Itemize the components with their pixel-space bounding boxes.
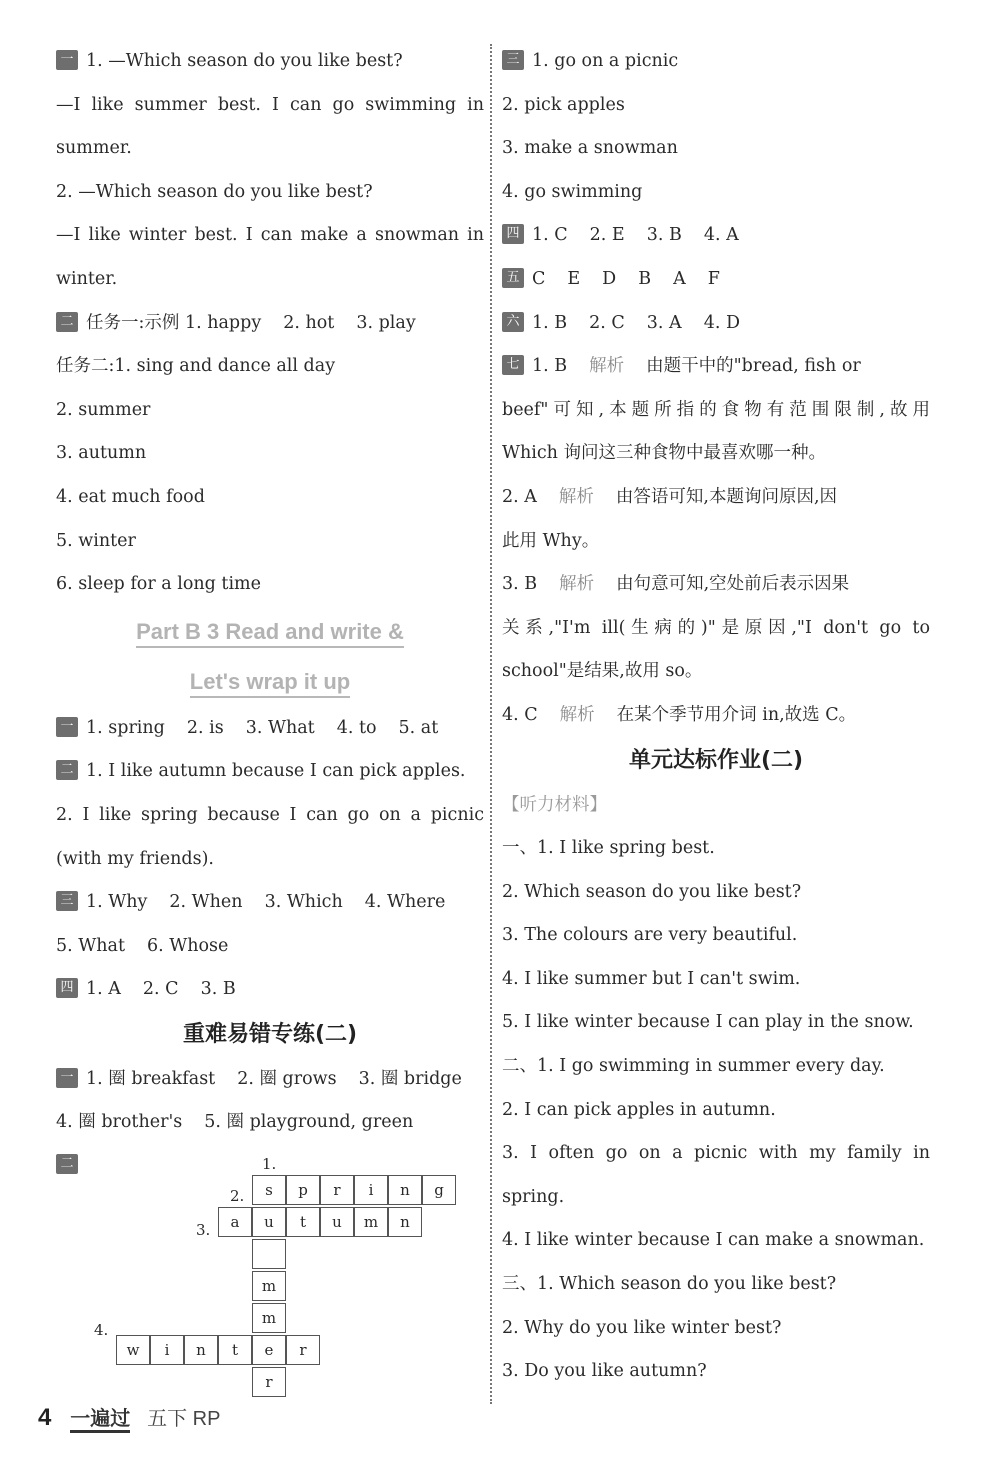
brand-logo: 一遍过 (70, 1408, 130, 1433)
answer-text: 1. —Which season do you like best? (86, 51, 403, 71)
column-divider (490, 44, 492, 1404)
answer-text: 3. What (245, 717, 315, 738)
answer-text: 1. I like autumn because I can pick apples. (86, 761, 466, 782)
answer-line (56, 925, 484, 969)
answer-text: B (638, 268, 652, 289)
section-badge: 七 (502, 355, 524, 375)
answer-text: 1. B (532, 312, 568, 333)
answer-line: 2. I like spring because I can go on a picnic (56, 804, 484, 825)
answer-text: 3. Which (264, 892, 343, 913)
crossword-puzzle (56, 1145, 484, 1395)
section-badge: 二 (56, 312, 78, 332)
answer-text: 2. A (502, 486, 537, 507)
answer-line: 4. go swimming (502, 181, 643, 202)
answer-line: 2. pick apples (502, 94, 625, 115)
section-badge: 三 (56, 891, 78, 911)
crossword-cell: t (286, 1207, 320, 1237)
listening-material-tag: 【听力材料】 (502, 794, 607, 815)
answer-text: 4. 圈 brother's (56, 1112, 183, 1133)
answer-line: 5. winter (56, 530, 136, 551)
section-badge: 三 (502, 50, 524, 70)
answer-text: 4. Where (364, 892, 446, 913)
crossword-cell: a (218, 1207, 252, 1237)
answer-line: 2. summer (56, 399, 151, 420)
analysis-tag: 解析 (589, 356, 625, 377)
answer-line: 3. Do you like autumn? (502, 1361, 707, 1382)
crossword-number: 2. (230, 1187, 245, 1206)
crossword-cell (252, 1239, 286, 1269)
answer-line (56, 1058, 484, 1102)
crossword-cell: t (218, 1335, 252, 1365)
section-badge: 六 (502, 312, 524, 332)
section-badge: 一 (56, 1068, 78, 1088)
section-badge: 一 (56, 50, 78, 70)
grade-label: 五下 RP (147, 1408, 221, 1430)
crossword-cell: u (320, 1207, 354, 1237)
answer-line: winter. (56, 268, 118, 289)
section-badge: 二 (56, 760, 78, 780)
answer-text: 由答语可知,本题询问原因,因 (615, 486, 838, 507)
answer-line: 任务二:1. sing and dance all day (56, 356, 336, 377)
answer-line: 2. Why do you like winter best? (502, 1317, 782, 1338)
answer-line: 关系,"I'm ill(生病的)"是原因,"I don't go to (502, 617, 930, 638)
page-footer (38, 1400, 220, 1436)
part-title-line2: Let's wrap it up (190, 669, 350, 698)
answer-text: 在某个季节用介词 in,故选 C。 (616, 704, 857, 725)
answer-text: 由题干中的"bread, fish or (646, 356, 861, 377)
answer-line (502, 40, 930, 84)
page-number: 4 (38, 1404, 52, 1431)
answer-text: 2. When (169, 892, 243, 913)
answer-text: 1. Why (86, 892, 148, 913)
answer-line: school"是结果,故用 so。 (502, 661, 703, 682)
answer-text: 2. C (142, 979, 179, 1000)
answer-line: 此用 Why。 (502, 530, 600, 551)
answer-text: 2. C (589, 312, 625, 333)
section-badge: 四 (502, 224, 524, 244)
answer-line: 4. I like summer but I can't swim. (502, 968, 801, 989)
answer-line (502, 258, 930, 302)
answer-text: 3. B (646, 225, 682, 246)
crossword-cell: m (252, 1271, 286, 1301)
section-heading: 重难易错专练(二) (182, 1021, 358, 1047)
answer-line (56, 881, 484, 925)
answer-text: 3. B (502, 574, 538, 595)
answer-text: D (602, 268, 617, 289)
answer-line: summer. (56, 138, 132, 159)
answer-text: 3. A (646, 312, 682, 333)
crossword-number: 1. (262, 1155, 277, 1174)
analysis-tag: 解析 (559, 704, 595, 725)
answer-text: 4. D (703, 312, 740, 333)
answer-line (502, 563, 930, 607)
crossword-cell: m (354, 1207, 388, 1237)
answer-line: 一、1. I like spring best. (502, 838, 715, 859)
left-column (56, 40, 484, 1395)
answer-text: 4. to (336, 717, 377, 738)
crossword-number: 3. (196, 1221, 211, 1240)
analysis-tag: 解析 (559, 574, 595, 595)
answer-line (56, 302, 484, 346)
crossword-cell: r (286, 1335, 320, 1365)
answer-text: 5. 圈 playground, green (204, 1112, 414, 1133)
right-column (502, 40, 930, 1394)
answer-line (502, 345, 930, 389)
crossword-cell: m (252, 1303, 286, 1333)
answer-line: 2. I can pick apples in autumn. (502, 1099, 776, 1120)
answer-line: 4. eat much food (56, 486, 205, 507)
crossword-cell: n (184, 1335, 218, 1365)
section-badge: 一 (56, 717, 78, 737)
crossword-cell: g (422, 1175, 456, 1205)
answer-text: E (567, 268, 581, 289)
answer-line: Which 询问这三种食物中最喜欢哪一种。 (502, 443, 826, 464)
answer-line: 二、1. I go swimming in summer every day. (502, 1056, 885, 1077)
crossword-cell: n (388, 1175, 422, 1205)
answer-line: 4. I like winter because I can make a snowman. (502, 1230, 925, 1251)
answer-line: 3. The colours are very beautiful. (502, 925, 798, 946)
answer-text: 6. Whose (146, 935, 229, 956)
answer-text: C (532, 268, 546, 289)
crossword-cell: p (286, 1175, 320, 1205)
answer-line: —I like winter best. I can make a snowman in (56, 225, 484, 246)
crossword-cell: r (252, 1367, 286, 1397)
crossword-cell: u (252, 1207, 286, 1237)
section-badge: 四 (56, 978, 78, 998)
crossword-cell: i (150, 1335, 184, 1365)
answer-line: 5. I like winter because I can play in the snow. (502, 1012, 914, 1033)
answer-line: (with my friends). (56, 848, 214, 869)
answer-text: 由句意可知,空处前后表示因果 (616, 574, 850, 595)
answer-text: 1. C (532, 225, 568, 246)
section-badge: 五 (502, 268, 524, 288)
crossword-cell: r (320, 1175, 354, 1205)
section-badge: 二 (56, 1154, 78, 1174)
answer-line: spring. (502, 1186, 565, 1207)
answer-line: —I like summer best. I can go swimming in (56, 94, 484, 115)
part-title-line1: Part B 3 Read and write & (136, 619, 404, 648)
answer-line: 3. autumn (56, 443, 147, 464)
part-title (56, 607, 484, 657)
answer-line (502, 476, 930, 520)
answer-text: 3. 圈 bridge (358, 1068, 462, 1089)
part-title (56, 657, 484, 707)
answer-line (56, 707, 484, 751)
answer-text: 4. A (703, 225, 739, 246)
answer-line: 2. —Which season do you like best? (56, 181, 373, 202)
answer-line (502, 302, 930, 346)
crossword-cell: n (388, 1207, 422, 1237)
crossword-cell: e (252, 1335, 286, 1365)
answer-line: 6. sleep for a long time (56, 574, 262, 595)
answer-line (56, 968, 484, 1012)
answer-line (502, 214, 930, 258)
answer-text: 3. play (356, 312, 416, 333)
answer-text: 2. hot (283, 312, 335, 333)
answer-line (56, 40, 484, 84)
answer-line: beef"可知,本题所指的食物有范围限制,故用 (502, 399, 930, 420)
answer-line (56, 1101, 484, 1145)
answer-line (56, 750, 484, 794)
answer-line: 三、1. Which season do you like best? (502, 1274, 837, 1295)
answer-text: 1. B (532, 356, 568, 377)
answer-line: 2. Which season do you like best? (502, 881, 802, 902)
answer-text: 5. What (56, 935, 125, 956)
analysis-tag: 解析 (558, 486, 594, 507)
answer-text: 1. A (86, 979, 121, 1000)
crossword-number: 4. (94, 1321, 109, 1340)
answer-text: 3. B (200, 979, 236, 1000)
crossword-cell: s (252, 1175, 286, 1205)
crossword-cell: w (116, 1335, 150, 1365)
answer-text: 1. spring (86, 717, 165, 738)
answer-text: 4. C (502, 704, 538, 725)
answer-text: 2. is (186, 717, 224, 738)
section-heading: 单元达标作业(二) (628, 747, 804, 773)
answer-text: F (707, 268, 720, 289)
answer-line (502, 694, 930, 738)
answer-line: 3. I often go on a picnic with my family in (502, 1143, 930, 1164)
answer-line: 3. make a snowman (502, 138, 678, 159)
answer-text: 2. 圈 grows (237, 1068, 337, 1089)
crossword-cell: i (354, 1175, 388, 1205)
answer-text: 任务一:示例 1. happy (86, 312, 262, 333)
answer-text: 1. 圈 breakfast (86, 1068, 216, 1089)
answer-text: 2. E (589, 225, 625, 246)
answer-text: 5. at (398, 717, 439, 738)
answer-text: 1. go on a picnic (532, 51, 679, 71)
answer-text: A (673, 268, 686, 289)
